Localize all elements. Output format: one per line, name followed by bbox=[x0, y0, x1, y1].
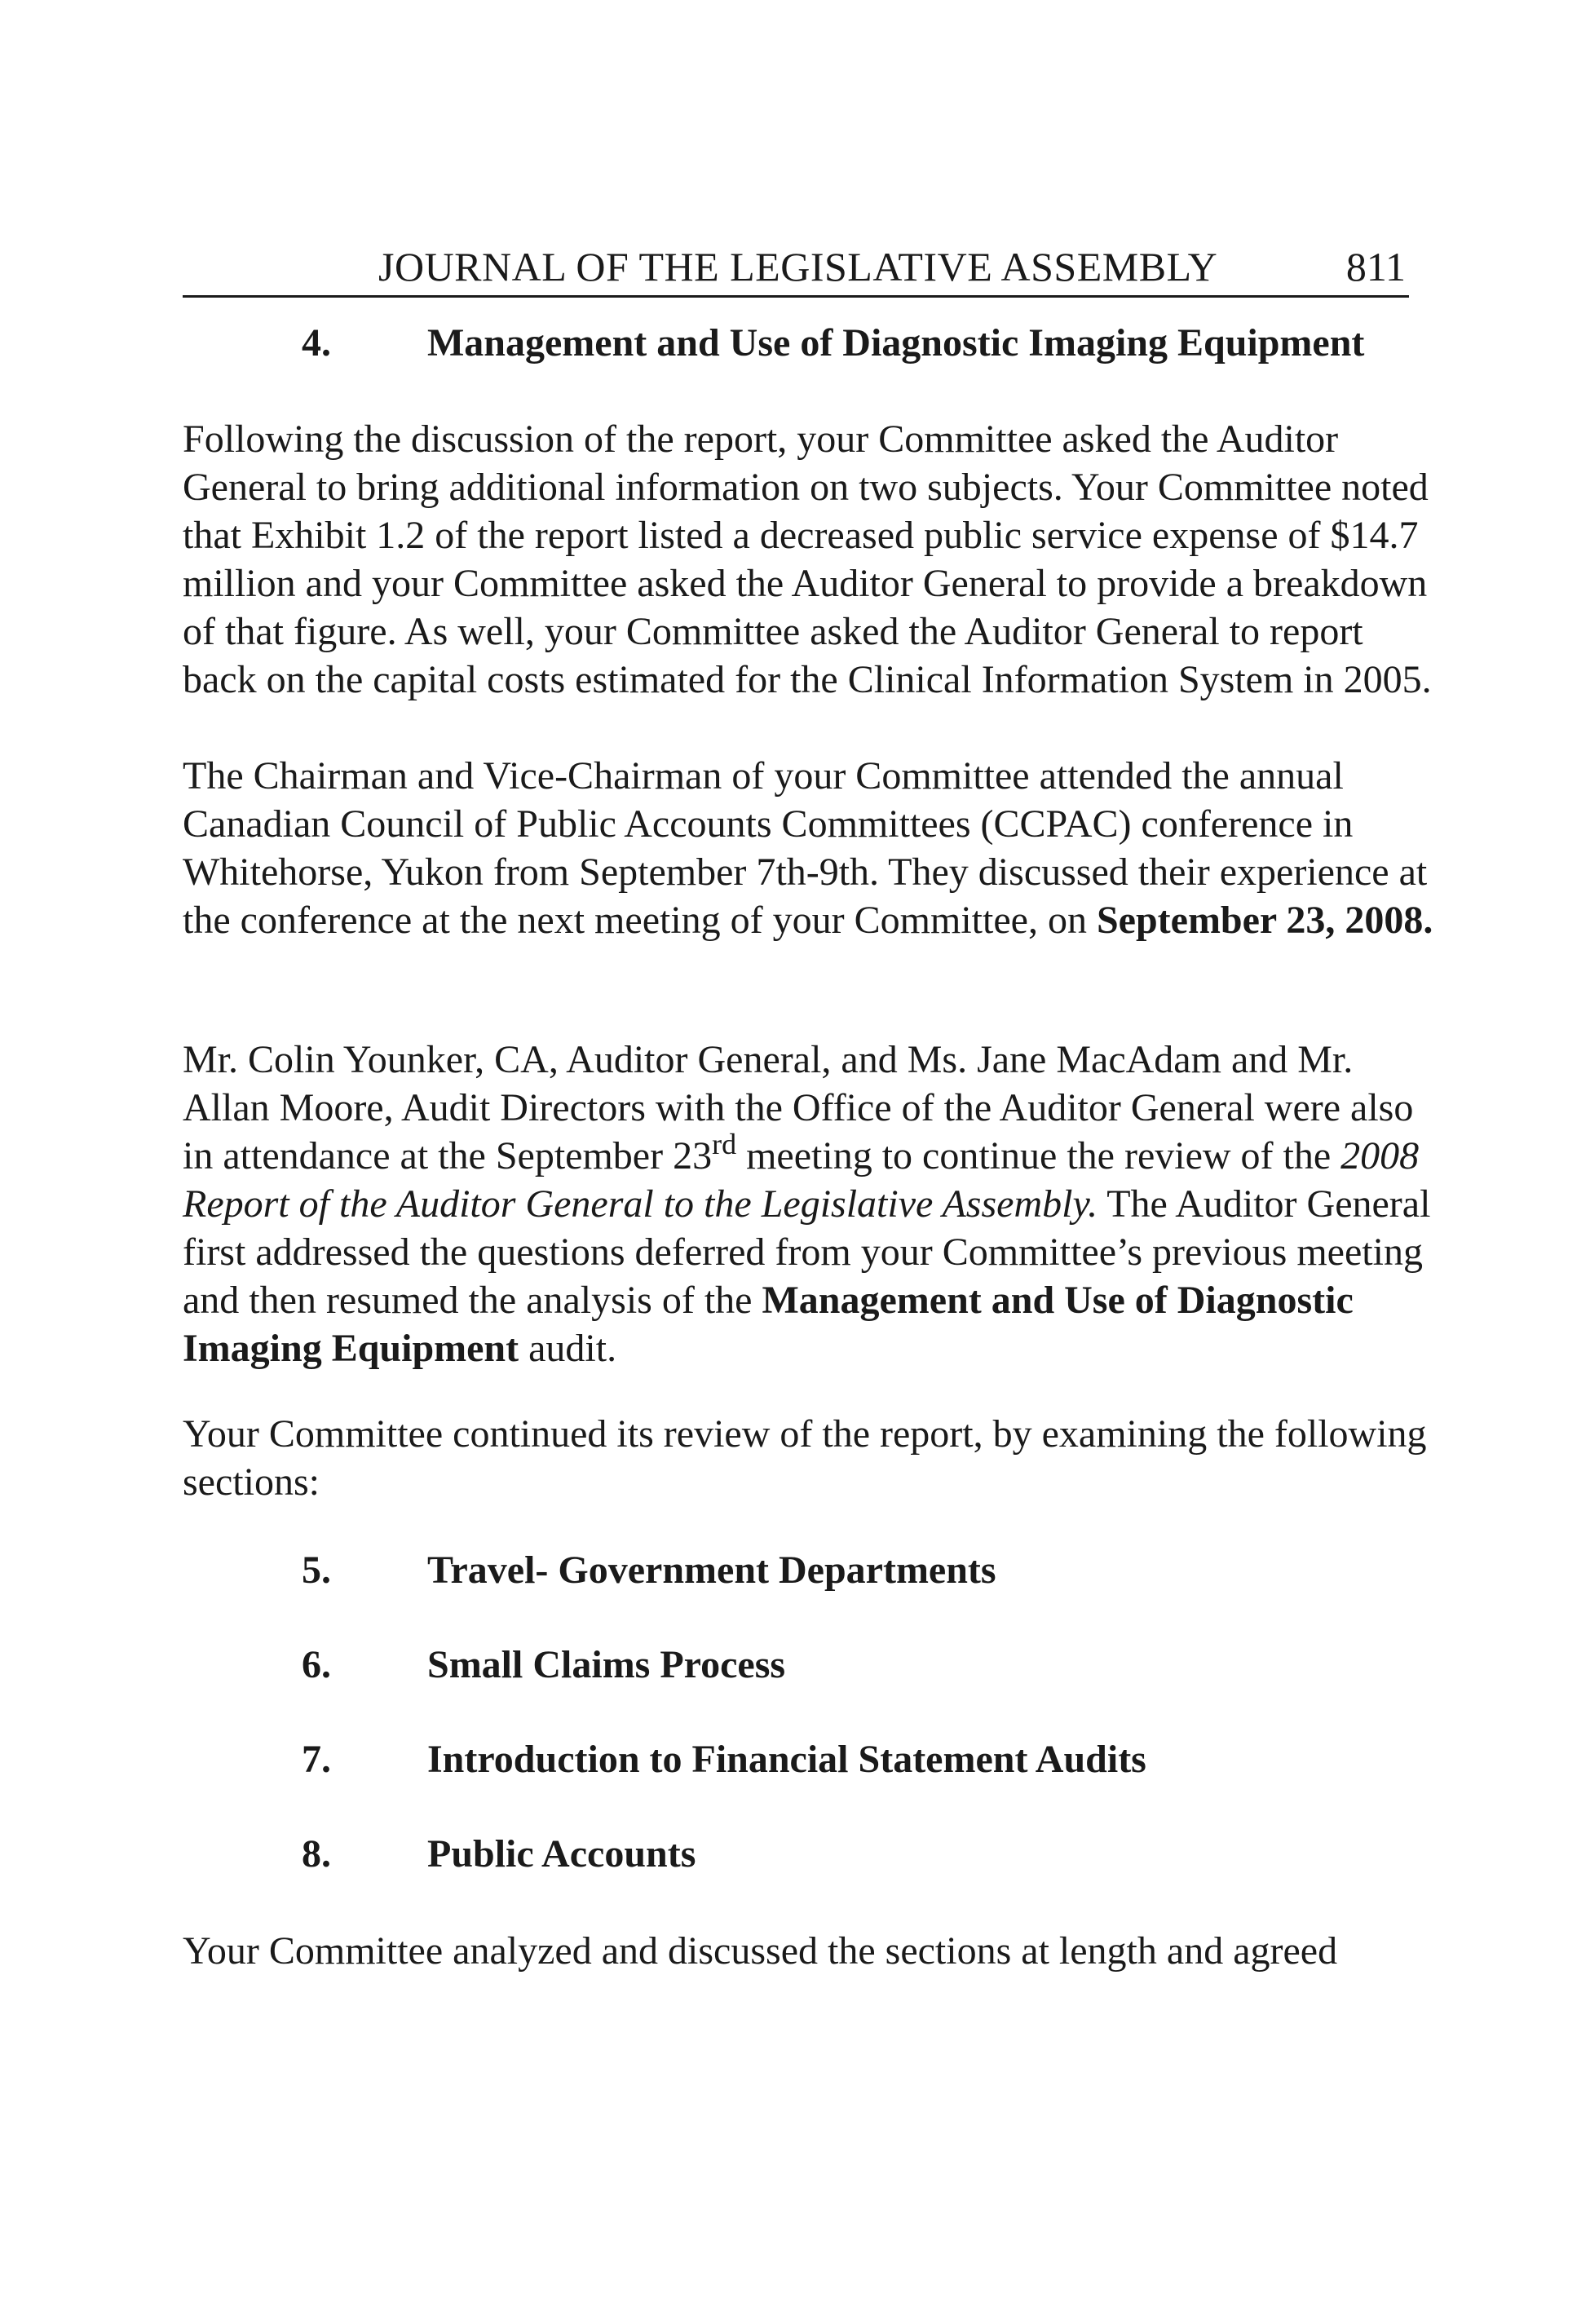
paragraph-ccpac bbox=[183, 752, 1438, 944]
paragraph-text: Mr. Colin Younker, CA, Auditor General, and Ms. Jane MacAdam and Mr. Allan Moore, Audit Directors with the Office of the Auditor General were also in attendance at the September 23 bbox=[183, 1038, 1414, 1177]
section-number: 4. bbox=[302, 321, 331, 365]
paragraph-text: The Chairman and Vice-Chairman of your Committee attended the annual Canadian Council of Public Accounts Committees (CCPAC) conference in Whitehorse, Yukon from September 7th-9th. They discussed their experience at the conference at the next meeting of your Committee, on bbox=[183, 754, 1428, 942]
paragraph-attendance bbox=[183, 1036, 1438, 1372]
ordinal-suffix: rd bbox=[712, 1128, 737, 1160]
paragraph-text: audit. bbox=[519, 1327, 617, 1370]
section-number: 7. bbox=[302, 1738, 331, 1781]
paragraph-review bbox=[183, 1410, 1438, 1506]
section-title: Introduction to Financial Statement Audits bbox=[427, 1738, 1146, 1781]
page-number: 811 bbox=[1345, 244, 1406, 289]
section-title: Management and Use of Diagnostic Imaging Equipment bbox=[427, 321, 1365, 365]
section-title: Small Claims Process bbox=[427, 1643, 786, 1686]
paragraph-text: Following the discussion of the report, your Committee asked the Auditor General to bring additional information on two subjects. Your Committee noted that Exhibit 1.2 of the report listed a decreased public service expense of $14.7 million and your Committee asked the Auditor General to provide a breakdown of that figure. As well, your Committee asked the Auditor General to report back on the capital costs estimated for the Clinical Information System in 2005. bbox=[183, 418, 1432, 701]
section-title: Travel- Government Departments bbox=[427, 1549, 996, 1592]
paragraph-conclusion bbox=[183, 1927, 1438, 1975]
meeting-date: September 23, 2008. bbox=[1096, 899, 1433, 942]
audit-title: Management and Use of Diagnostic Imaging Equipment bbox=[183, 1279, 1354, 1370]
section-number: 6. bbox=[302, 1643, 331, 1686]
section-number: 8. bbox=[302, 1832, 331, 1876]
paragraph-text: Your Committee continued its review of the report, by examining the following sections: bbox=[183, 1412, 1427, 1504]
page-header bbox=[183, 238, 1409, 298]
section-title: Public Accounts bbox=[427, 1832, 696, 1876]
paragraph-followup bbox=[183, 415, 1438, 704]
paragraph-text: meeting to continue the review of the bbox=[736, 1134, 1341, 1177]
section-number: 5. bbox=[302, 1549, 331, 1592]
paragraph-text: The Auditor General first addressed the questions deferred from your Committee’s previous meeting and then resumed the analysis of the bbox=[183, 1182, 1431, 1322]
journal-title: JOURNAL OF THE LEGISLATIVE ASSEMBLY bbox=[378, 244, 1218, 289]
paragraph-text: Your Committee analyzed and discussed the sections at length and agreed bbox=[183, 1929, 1338, 1973]
report-title: 2008 Report of the Auditor General to the Legislative Assembly. bbox=[183, 1134, 1420, 1226]
